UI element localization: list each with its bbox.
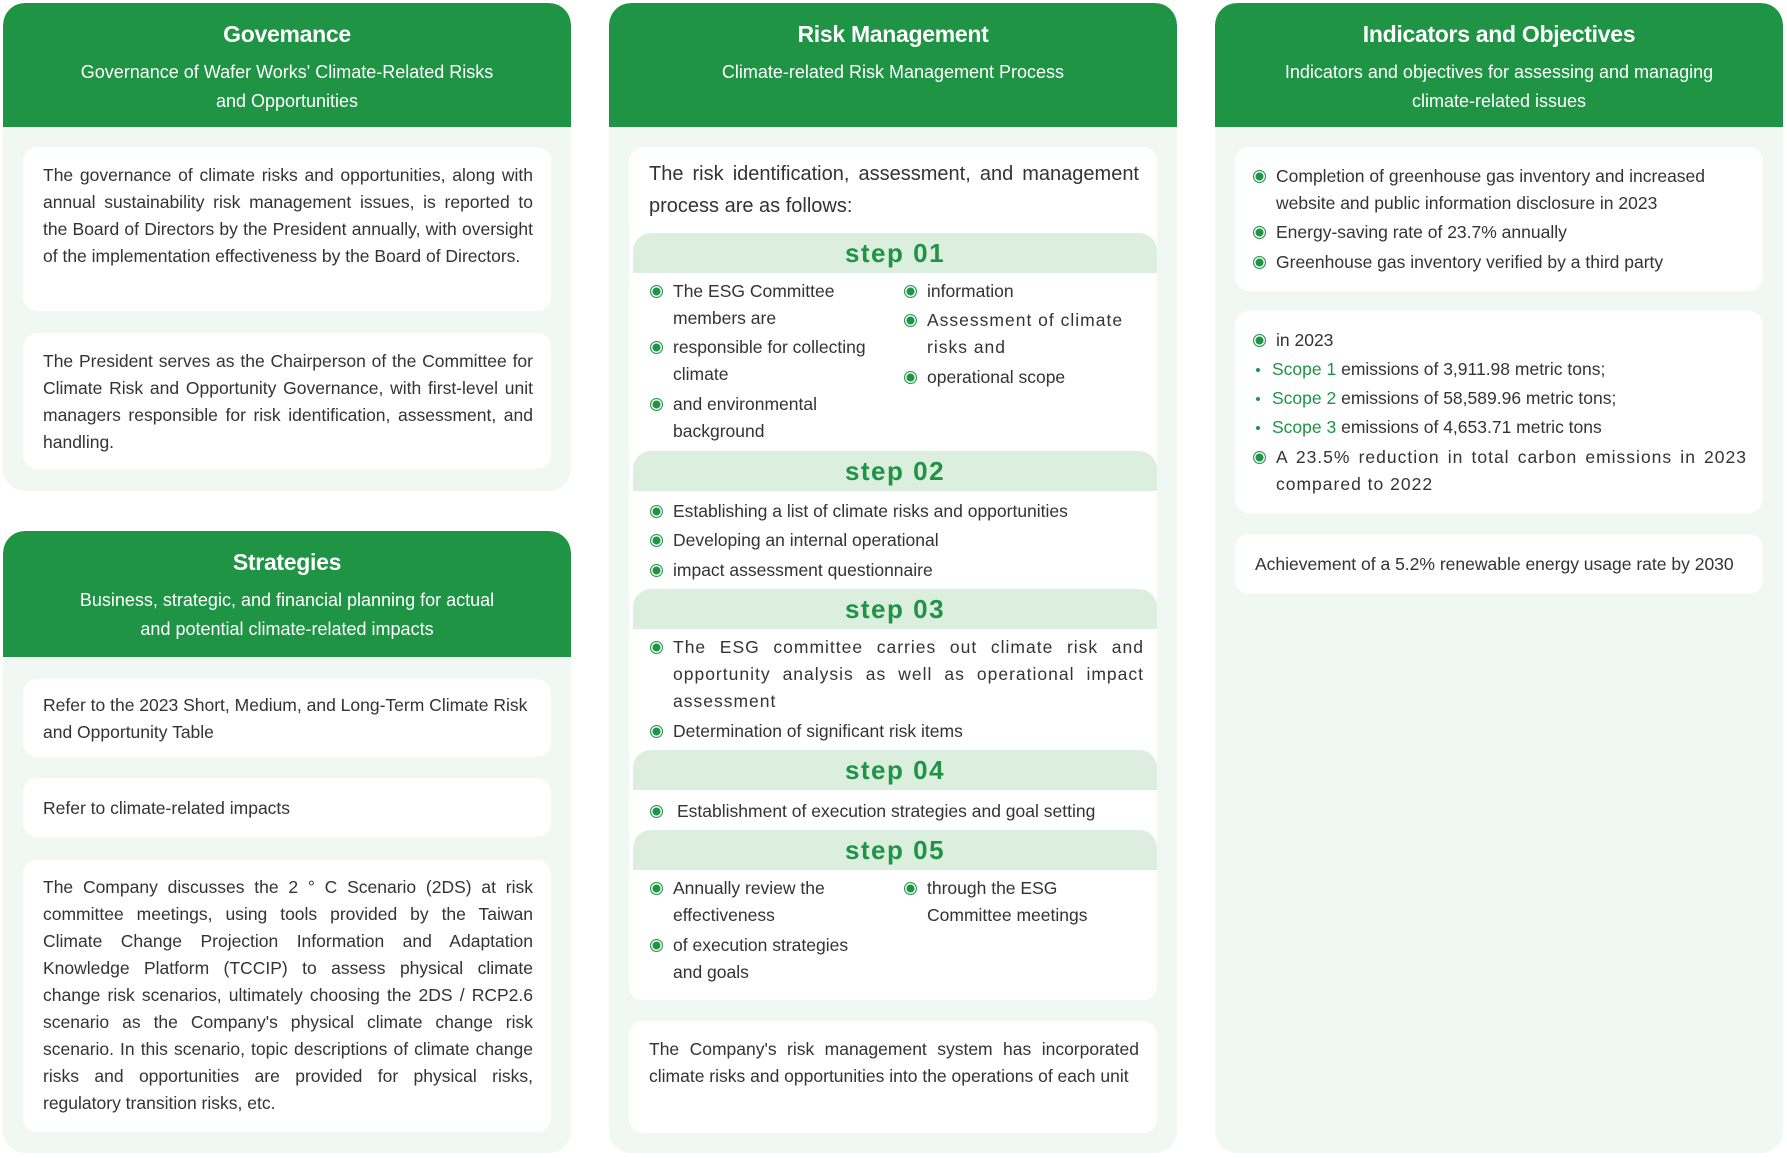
strategies-subtitle-line1: Business, strategic, and financial planning for actual <box>79 590 495 610</box>
governance-subtitle-line2: and Opportunities <box>215 91 359 111</box>
step-02-item-3: impact assessment questionnaire <box>650 557 1145 584</box>
strategies-card-2-text: Refer to climate-related impacts <box>43 798 291 818</box>
step-05-left-item-1: Annually review the effectiveness <box>650 875 870 929</box>
scope-3-text: emissions of 4,653.71 metric tons <box>1336 417 1602 437</box>
step-01-left-item-1: The ESG Committee members are <box>650 278 890 332</box>
governance-title: Govemance <box>223 21 351 47</box>
indicators-card-2-head: in 2023 <box>1253 327 1751 354</box>
risk-header <box>609 3 1177 127</box>
indicators-card-1-item-2: Energy-saving rate of 23.7% annually <box>1253 219 1751 246</box>
indicators-card-1-item-1: Completion of greenhouse gas inventory and increased website and public information disclosure in 2023 <box>1253 163 1751 217</box>
governance-paragraph-2: The President serves as the Chairperson of the Committee for Climate Risk and Opportunity Governance, with first-level unit managers responsible for risk identification, assessment, and handling. <box>43 351 533 452</box>
step-03-item-1: The ESG committee carries out climate risk and opportunity analysis as well as operational impact assessment <box>650 634 1144 715</box>
strategies-title: Strategies <box>232 549 342 575</box>
risk-subtitle: Climate-related Risk Management Process <box>721 62 1065 82</box>
step-03-item-2: Determination of significant risk items <box>650 718 1144 745</box>
step-01-left-item-2: responsible for collecting climate <box>650 334 890 388</box>
risk-intro: The risk identification, assessment, and management process are as follows: <box>649 163 1139 217</box>
indicators-subtitle-line1: Indicators and objectives for assessing and managing <box>1284 62 1714 82</box>
strategies-header <box>3 531 571 657</box>
scope-1-text: emissions of 3,911.98 metric tons; <box>1336 359 1606 379</box>
risk-bottom-text: The Company's risk management system has incorporated climate risks and opportunities into the operations of each unit <box>649 1039 1139 1086</box>
scope-1-row <box>1253 356 1751 383</box>
step-04-band: step 04 <box>633 750 1157 790</box>
strategies-card-3-text: The Company discusses the 2 ° C Scenario (2DS) at risk committee meetings, using tools provided by the Taiwan Climate Change Projection Information and Adaptation Knowledge Platform (TCCIP) to assess physical climate change risk scenarios, ultimately choosing the 2DS / RCP2.6 scenario as the Company's physical climate change risk scenario. In this scenario, topic descriptions of climate change risks and opportunities are provided for physical risks, regulatory transition risks, etc. <box>43 877 533 1113</box>
strategies-card-1-text: Refer to the 2023 Short, Medium, and Long-Term Climate Risk and Opportunity Table <box>43 695 528 742</box>
step-01-right-item-2: Assessment of climate risks and <box>904 307 1144 361</box>
step-04-item-1: Establishment of execution strategies and goal setting <box>650 798 1144 825</box>
indicators-card-1-item-3: Greenhouse gas inventory verified by a third party <box>1253 249 1751 276</box>
scope-1-label: Scope 1 <box>1272 359 1337 379</box>
governance-header <box>3 3 571 127</box>
step-02-band: step 02 <box>633 451 1157 491</box>
scope-2-row <box>1253 385 1751 412</box>
step-03-band: step 03 <box>633 589 1157 629</box>
step-01-right-item-3: operational scope <box>904 364 1144 391</box>
scope-2-text: emissions of 58,589.96 metric tons; <box>1336 388 1617 408</box>
indicators-card-2-tail: A 23.5% reduction in total carbon emissions in 2023 compared to 2022 <box>1253 444 1747 498</box>
indicators-header <box>1215 3 1783 127</box>
governance-subtitle-line1: Governance of Wafer Works' Climate-Related Risks <box>80 62 494 82</box>
step-02-item-1: Establishing a list of climate risks and opportunities <box>650 498 1145 525</box>
indicators-card-3-text: Achievement of a 5.2% renewable energy usage rate by 2030 <box>1255 554 1734 574</box>
indicators-subtitle-line2: climate-related issues <box>1411 91 1587 111</box>
risk-title: Risk Management <box>797 21 989 47</box>
scope-2-label: Scope 2 <box>1272 388 1337 408</box>
step-05-band: step 05 <box>633 830 1157 870</box>
governance-paragraph-1: The governance of climate risks and opportunities, along with annual sustainability risk management issues, is reported to the Board of Directors by the President annually, with oversight of the implementation effectiveness by the Board of Directors. <box>43 165 533 266</box>
step-05-right-item-1: through the ESG Committee meetings <box>904 875 1104 929</box>
step-01-left-item-3: and environmental background <box>650 391 890 445</box>
step-01-band: step 01 <box>633 233 1157 273</box>
scope-3-row <box>1253 414 1751 441</box>
indicators-title: Indicators and Objectives <box>1362 21 1636 47</box>
strategies-subtitle-line2: and potential climate-related impacts <box>140 619 434 639</box>
step-02-item-2: Developing an internal operational <box>650 527 1145 554</box>
step-05-left-item-2: of execution strategies and goals <box>650 932 870 986</box>
scope-3-label: Scope 3 <box>1272 417 1337 437</box>
step-01-right-item-1: information <box>904 278 1144 305</box>
